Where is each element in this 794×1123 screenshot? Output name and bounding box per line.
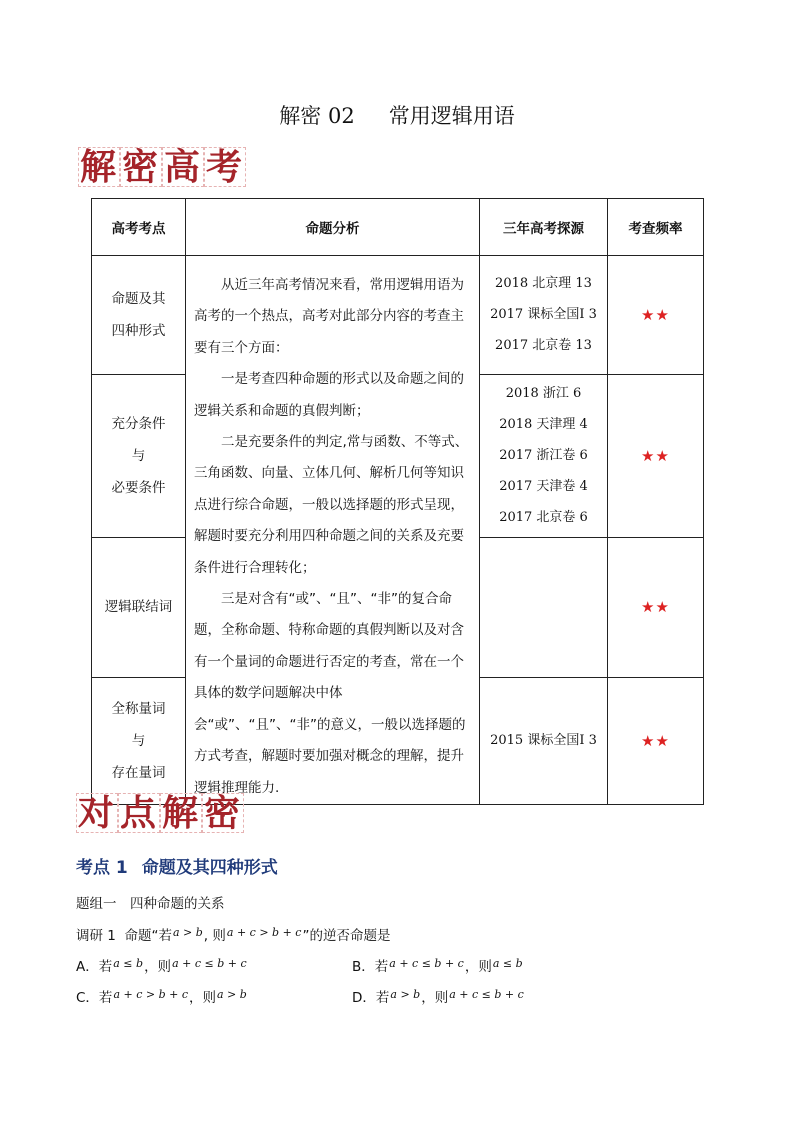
math-expr: a > b — [172, 926, 203, 939]
header-sources: 三年高考探源 — [480, 199, 608, 256]
math-expr: a + c ≤ b + c — [172, 957, 247, 970]
frequency-stars: ★★ — [608, 256, 704, 375]
title-prefix: 解密 02 — [279, 104, 355, 128]
header-point: 高考考点 — [92, 199, 186, 256]
point-text: 四种形式 — [111, 322, 166, 339]
question-group-label: 题组一 四种命题的关系 — [76, 896, 225, 912]
source-item: 2017 课标全国Ⅰ 3 — [490, 307, 597, 323]
banner-char: 点 — [120, 792, 163, 834]
math-expr: a + c ≤ b + c — [389, 957, 464, 970]
math-expr: a + c > b + c — [226, 926, 302, 939]
exam-analysis-table — [91, 198, 704, 805]
option-key: B．若 — [352, 959, 389, 975]
option-key: A．若 — [76, 959, 113, 975]
source-item: 2018 天津理 4 — [499, 417, 588, 433]
section-title: 命题及其四种形式 — [141, 858, 278, 878]
math-expr: a ≤ b — [492, 957, 523, 970]
banner-char: 密 — [204, 792, 247, 834]
point-text: 逻辑联结词 — [104, 599, 173, 616]
option-key: D．若 — [352, 990, 390, 1006]
point-cell — [92, 374, 186, 537]
option-c[interactable] — [76, 986, 248, 1006]
banner-char: 考 — [206, 146, 249, 188]
question-text: 命题“若 — [124, 928, 172, 944]
point-text: 命题及其 — [111, 290, 166, 307]
frequency-stars: ★★ — [608, 677, 704, 804]
point-cell — [92, 256, 186, 375]
option-text: ，则 — [189, 990, 216, 1006]
page-title — [0, 100, 794, 130]
point-text: 充分条件 — [111, 415, 166, 432]
question-stem — [76, 924, 390, 944]
source-item: 2015 课标全国Ⅰ 3 — [490, 733, 597, 749]
option-a[interactable] — [76, 955, 248, 975]
analysis-paragraph: 二是充要条件的判定,常与函数、不等式、三角函数、向量、立体几何、解析几何等知识点进行综合命题，一般以选择题的形式呈现，解题时要充分利用四种命题之间的关系及充要条件进行合理转化； — [194, 434, 469, 576]
header-analysis: 命题分析 — [186, 199, 480, 256]
title-main: 常用逻辑用语 — [388, 104, 515, 128]
option-b[interactable] — [352, 955, 524, 975]
banner-jiemi-gaokao — [80, 145, 248, 189]
option-key: C．若 — [76, 990, 113, 1006]
math-expr: a + c ≤ b + c — [449, 988, 524, 1001]
point-text: 全称量词 — [111, 700, 166, 717]
banner-char: 解 — [80, 146, 123, 188]
frequency-stars: ★★ — [608, 374, 704, 537]
banner-char: 解 — [162, 792, 205, 834]
sources-cell — [480, 537, 608, 677]
analysis-paragraph: 一是考查四种命题的形式以及命题之间的逻辑关系和命题的真假判断； — [194, 371, 464, 419]
analysis-paragraph: 三是对含有“或”、“且”、“非”的复合命题，全称命题、特称命题的真假判断以及对含有一个量词的命题进行否定的考查，常在一个具体的数学问题解决中体会“或”、“且”、“非”的意义，一般以选择题的方式考查，解题时要加强对概念的理解，提升逻辑推理能力. — [194, 591, 466, 796]
sources-cell — [480, 677, 608, 804]
source-item: 2017 北京卷 6 — [499, 510, 588, 526]
question-text: ”的逆否命题是 — [302, 928, 391, 944]
question-label: 调研 1 — [76, 928, 116, 944]
option-text: ，则 — [464, 959, 492, 975]
source-item: 2018 浙江 6 — [505, 386, 582, 402]
frequency-stars: ★★ — [608, 537, 704, 677]
analysis-paragraph: 从近三年高考情况来看，常用逻辑用语为高考的一个热点，高考对此部分内容的考查主要有三个方面： — [194, 277, 464, 356]
section-heading — [76, 853, 278, 878]
point-cell — [92, 677, 186, 804]
math-expr: a > b — [390, 988, 421, 1001]
option-text: ，则 — [421, 990, 449, 1006]
point-text: 存在量词 — [111, 764, 166, 781]
header-frequency: 考查频率 — [608, 199, 704, 256]
source-item: 2018 北京理 13 — [495, 276, 592, 292]
question-text: , 则 — [203, 928, 226, 944]
banner-duidian-jiemi — [78, 791, 246, 835]
point-text: 与 — [131, 447, 146, 464]
source-item: 2017 北京卷 13 — [495, 338, 592, 354]
point-text: 必要条件 — [111, 479, 166, 496]
sources-cell — [480, 374, 608, 537]
sources-cell — [480, 256, 608, 375]
analysis-cell — [186, 256, 480, 805]
table-header-row — [92, 199, 704, 256]
option-d[interactable] — [352, 986, 525, 1006]
source-item: 2017 天津卷 4 — [499, 479, 588, 495]
math-expr: a + c > b + c — [113, 988, 188, 1001]
banner-char: 密 — [122, 146, 165, 188]
section-label: 考点 1 — [76, 858, 128, 878]
banner-char: 对 — [78, 792, 121, 834]
source-item: 2017 浙江卷 6 — [499, 448, 588, 464]
point-cell — [92, 537, 186, 677]
table-row — [92, 256, 704, 375]
point-text: 与 — [131, 732, 146, 749]
math-expr: a > b — [217, 988, 247, 1001]
option-text: ，则 — [144, 959, 172, 975]
banner-char: 高 — [164, 146, 207, 188]
math-expr: a ≤ b — [113, 957, 144, 970]
